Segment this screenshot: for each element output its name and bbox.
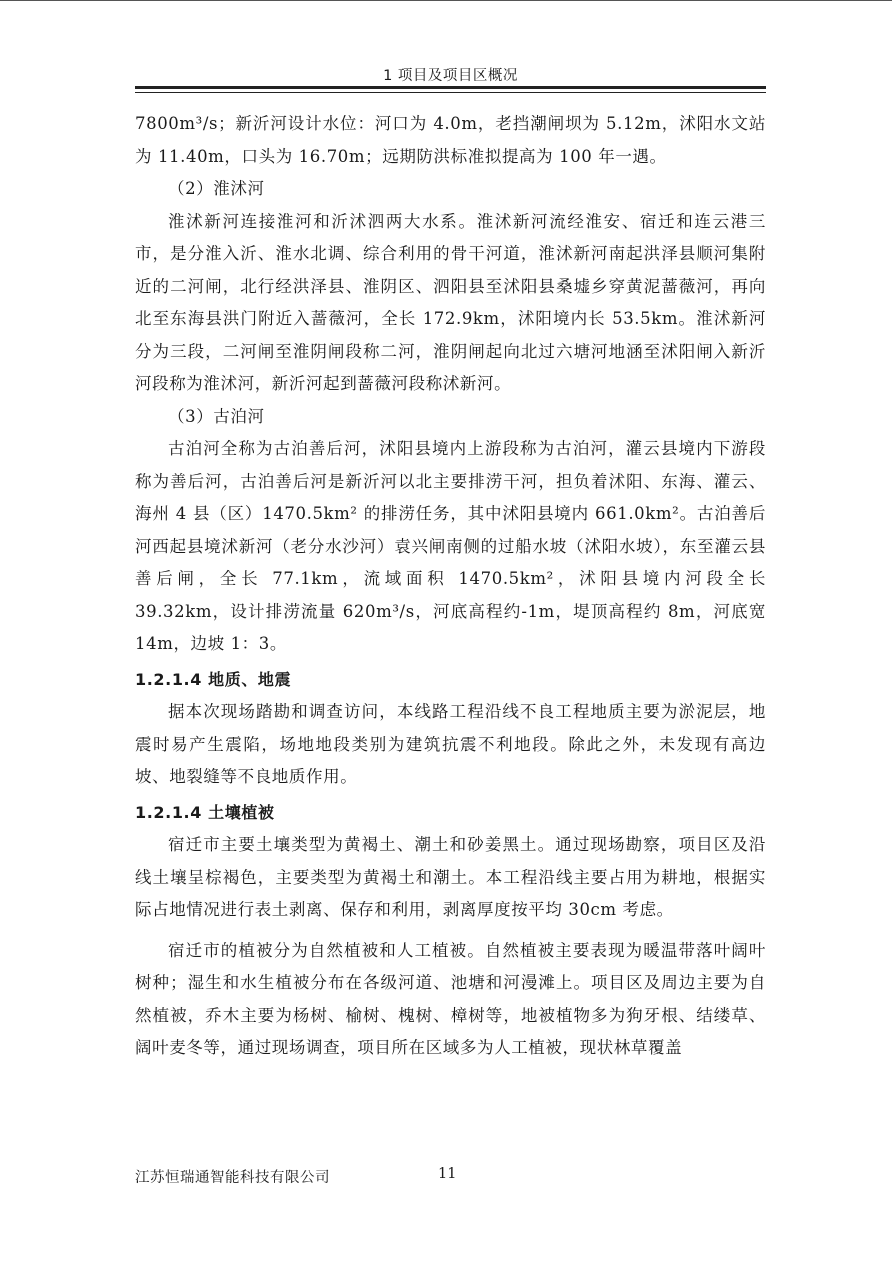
paragraph-huaishu-river: 淮沭新河连接淮河和沂沭泗两大水系。淮沭新河流经淮安、宿迁和连云港三市，是分淮入沂、淮水北调、综合利用的骨干河道，淮沭新河南起洪泽县顺河集附近的二河闸，北行经洪泽县、淮阴区、泗阳县至沭阳县桑墟乡穿黄泥蔷薇河，再向北至东海县洪门附近入蔷薇河，全长 172.9km，沭阳境内长 53.5km。淮沭新河分为三段，二河闸至淮阴闸段称二河，淮阴闸起向北过六塘河地涵至沭阳闸入新沂河段称为淮沭河，新沂河起到蔷薇河段称沭新河。 <box>135 211 766 393</box>
section-heading-soil-vegetation: 1.2.1.4 土壤植被 <box>135 802 275 822</box>
paragraph-soil: 宿迁市主要土壤类型为黄褐土、潮土和砂姜黑土。通过现场勘察，项目区及沿线土壤呈棕褐色，主要类型为黄褐土和潮土。本工程沿线主要占用为耕地，根据实际占地情况进行表土剥离、保存和利用，剥离厚度按平均 30cm 考虑。 <box>135 835 766 919</box>
paragraph-gubo-river: 古泊河全称为古泊善后河，沭阳县境内上游段称为古泊河，灌云县境内下游段称为善后河，古泊善后河是新沂河以北主要排涝干河，担负着沭阳、东海、灌云、海州 4 县（区）1470.5km² 的排涝任务，其中沭阳县境内 661.0km²。古泊善后河西起县境沭新河（老分水沙河）袁兴闸南侧的过船水坡（沭阳水坡），东至灌云县善后闸，全长 77.1km，流域面积 1470.5km²，沭阳县境内河段全长 39.32km，设计排涝流量 620m³/s，河底高程约-1m，堤顶高程约 8m，河底宽 14m，边坡 1：3。 <box>135 439 766 653</box>
running-header: 1 项目及项目区概况 <box>383 68 518 84</box>
paragraph-vegetation: 宿迁市的植被分为自然植被和人工植被。自然植被主要表现为暖温带落叶阔叶树种；湿生和水生植被分布在各级河道、池塘和河漫滩上。项目区及周边主要为自然植被，乔木主要为杨树、榆树、槐树、樟树等，地被植物多为狗牙根、结缕草、阔叶麦冬等，通过现场调查，项目所在区域多为人工植被，现状林草覆盖 <box>135 940 766 1057</box>
page-top-border <box>0 0 892 1</box>
subsection-title-huaishu-river: （2）淮沭河 <box>168 179 265 198</box>
header-rule-thick <box>135 86 766 89</box>
header-rule-thin <box>135 92 766 93</box>
page-body <box>135 108 766 1065</box>
footer-company-name: 江苏恒瑞通智能科技有限公司 <box>135 1170 330 1186</box>
page-number: 11 <box>438 1166 457 1182</box>
subsection-title-gubo-river: （3）古泊河 <box>168 406 265 426</box>
paragraph-geology: 据本次现场踏勘和调查访问，本线路工程沿线不良工程地质主要为淤泥层，地震时易产生震陷，场地地段类别为建筑抗震不利地段。除此之外，未发现有高边坡、地裂缝等不良地质作用。 <box>135 702 766 786</box>
paragraph-continuation: 7800m³/s；新沂河设计水位：河口为 4.0m，老挡潮闸坝为 5.12m，沭阳水文站为 11.40m，口头为 16.70m；远期防洪标准拟提高为 100 年一遇。 <box>135 114 766 166</box>
section-heading-geology: 1.2.1.4 地质、地震 <box>135 669 292 689</box>
